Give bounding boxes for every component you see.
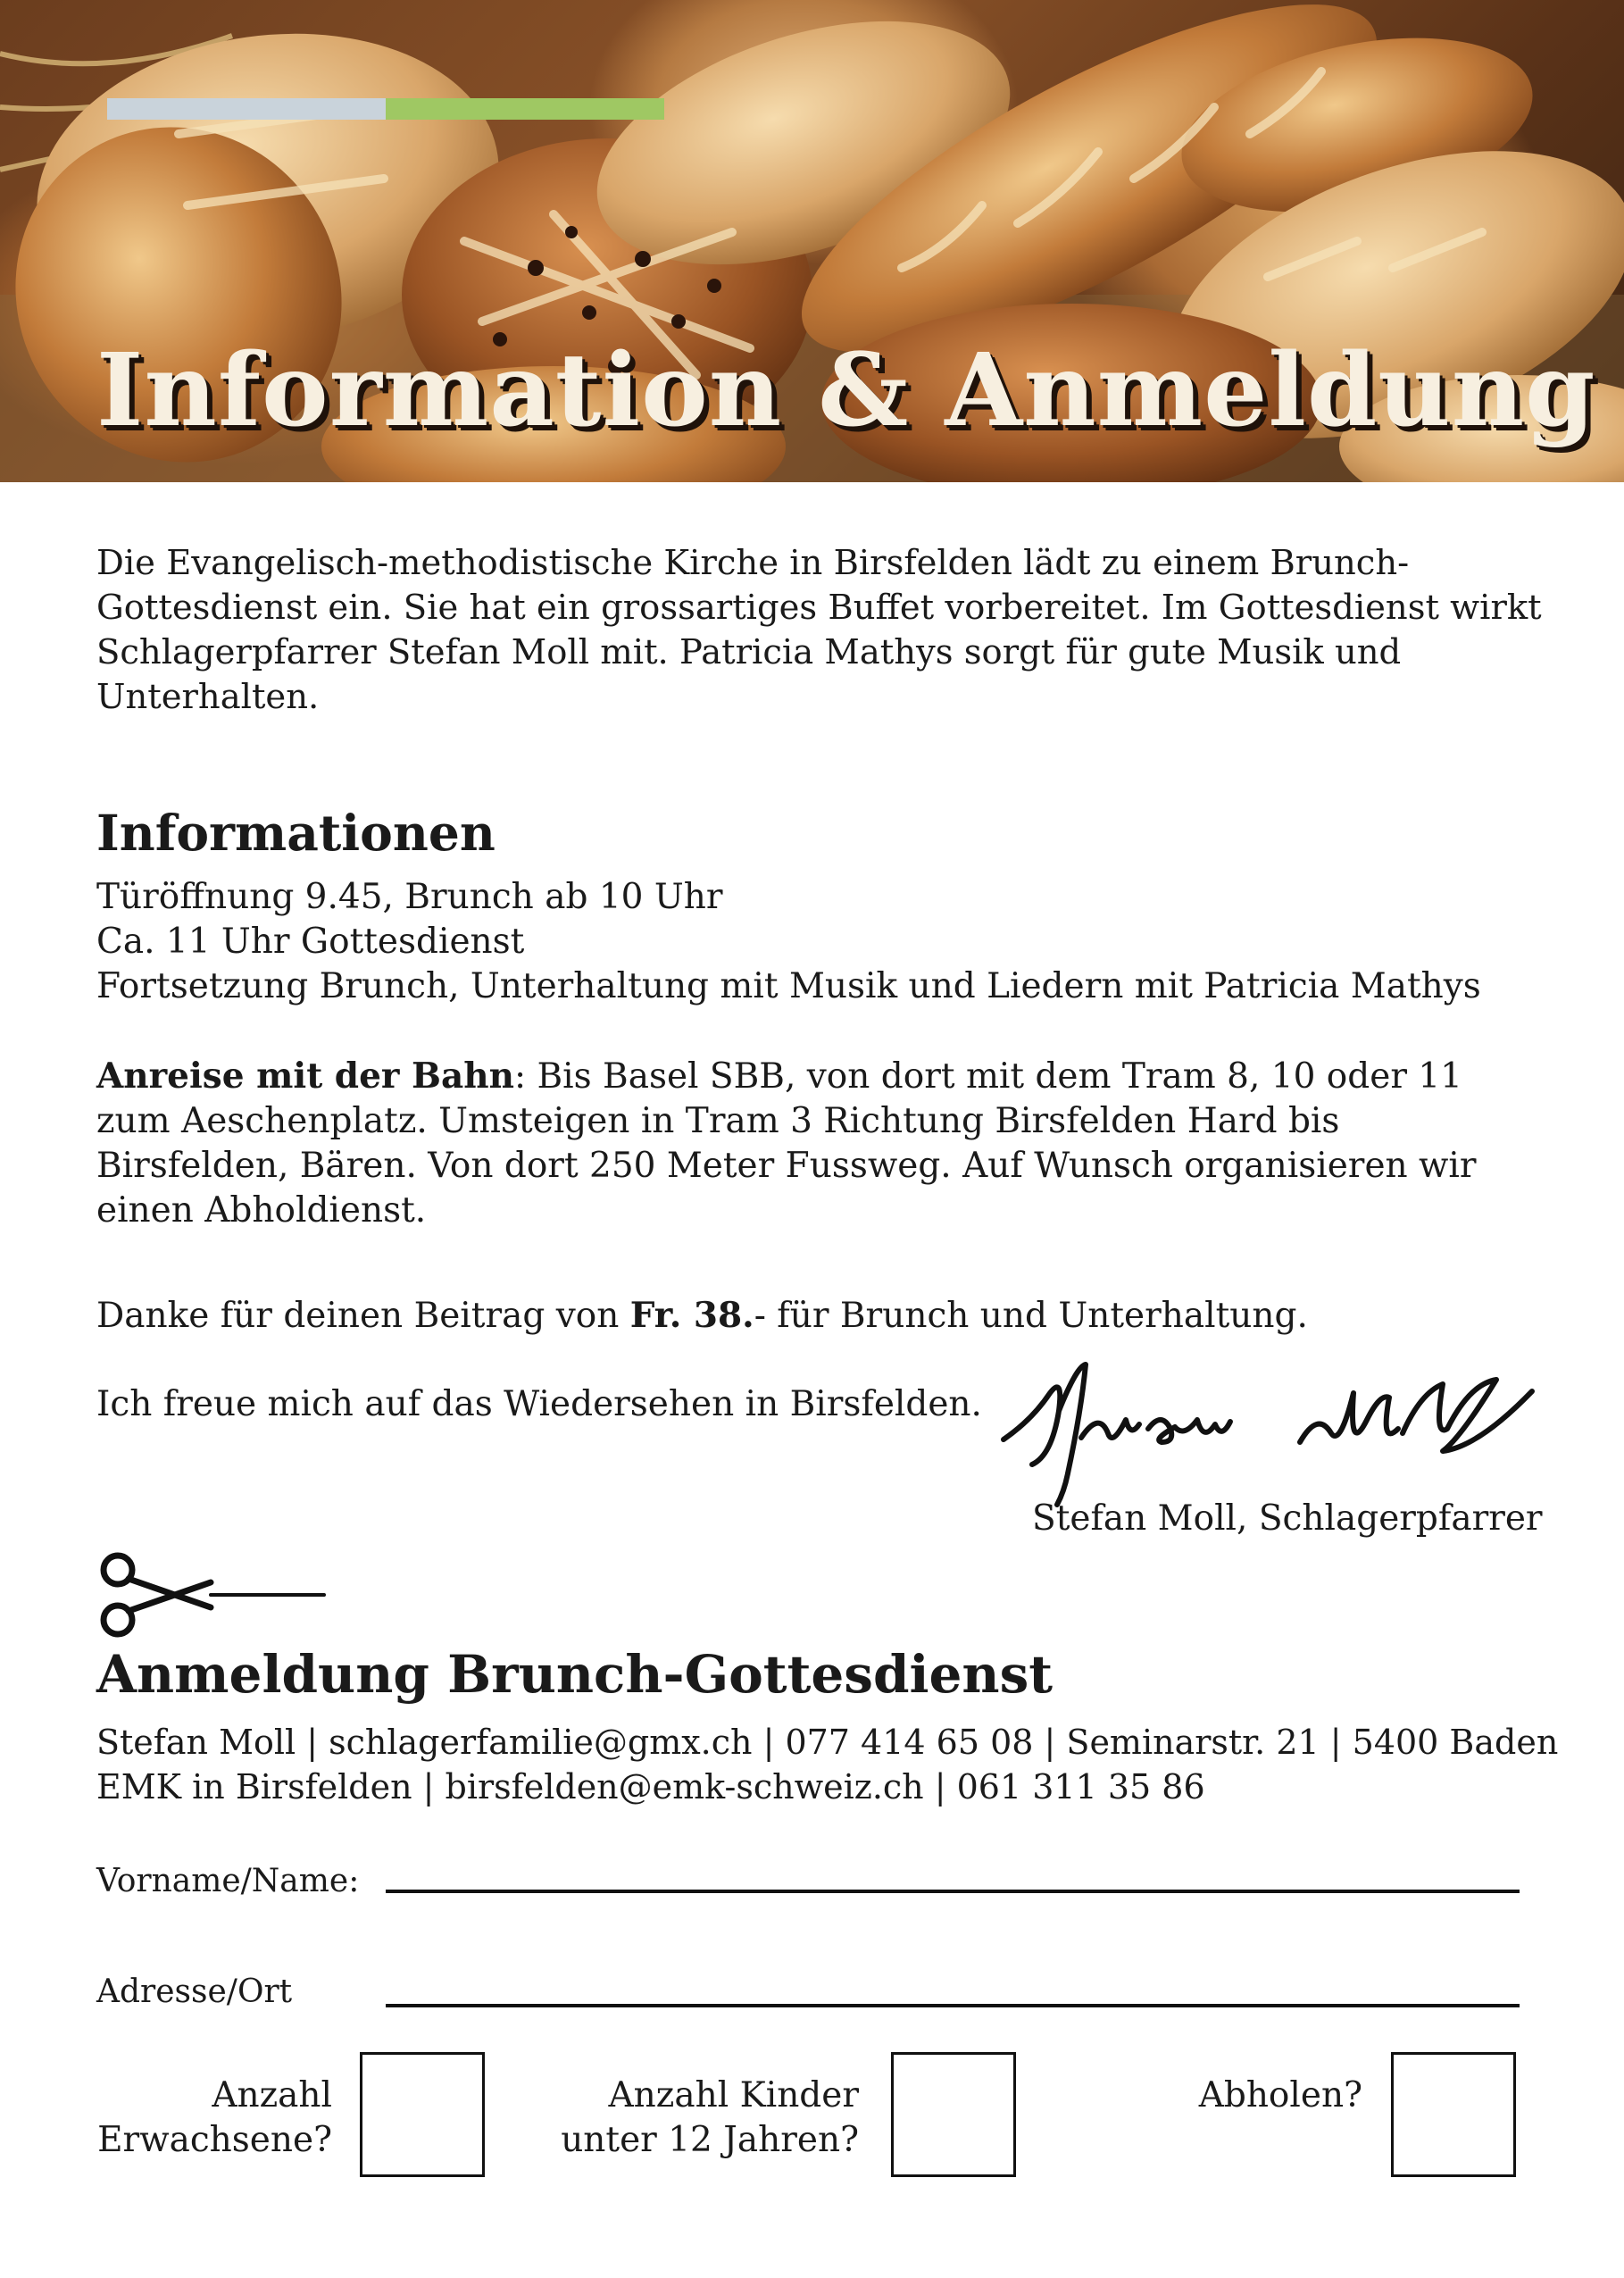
kids-count-box[interactable] <box>891 2052 1016 2177</box>
closing-line: Ich freue mich auf das Wiedersehen in Birsfelden. <box>96 1384 982 1424</box>
decorative-bar-green <box>386 98 664 120</box>
contribution-before: Danke für deinen Beitrag von <box>96 1296 630 1336</box>
contact-line-church: EMK in Birsfelden | birsfelden@emk-schweiz.ch | 061 311 35 86 <box>96 1767 1205 1807</box>
contribution-after: - für Brunch und Unterhaltung. <box>754 1296 1308 1336</box>
adults-count-box[interactable] <box>360 2052 485 2177</box>
information-list <box>96 875 1578 1009</box>
kids-count-label <box>536 2074 859 2163</box>
adults-label-line-2: Erwachsene? <box>97 2120 332 2160</box>
kids-label-line-2: unter 12 Jahren? <box>561 2120 859 2160</box>
name-field[interactable] <box>386 1890 1520 1893</box>
adults-label-line-1: Anzahl <box>212 2075 332 2115</box>
travel-label: Anreise mit der Bahn <box>96 1056 514 1097</box>
contribution-amount: Fr. 38. <box>629 1295 754 1336</box>
signer-name: Stefan Moll, Schlagerpfarrer <box>1032 1498 1543 1539</box>
page-title: Information & Anmeldung <box>96 332 1596 449</box>
info-line-service: Ca. 11 Uhr Gottesdienst <box>96 922 525 962</box>
intro-paragraph: Die Evangelisch-methodistische Kirche in Birsfelden lädt zu einem Brunch-Gottesdienst ein. Sie hat ein grossartiges Buffet vorbereitet. Im Gottesdienst wirkt Schlagerpfarrer Stefan Moll mit. Patricia Mathys sorgt für gute Musik und Unterhalten. <box>96 543 1542 717</box>
decorative-bar-grey <box>107 98 386 120</box>
pickup-checkbox[interactable] <box>1391 2052 1516 2177</box>
kids-label-line-1: Anzahl Kinder <box>608 2075 859 2115</box>
contact-info <box>96 1720 1596 1809</box>
travel-paragraph <box>96 1054 1543 1233</box>
address-field[interactable] <box>386 2004 1520 2007</box>
hero-bread-image <box>0 0 1624 482</box>
name-field-label: Vorname/Name: <box>96 1863 360 1899</box>
scissors-icon <box>96 1552 330 1638</box>
info-line-opening: Türöffnung 9.45, Brunch ab 10 Uhr <box>96 877 723 917</box>
pickup-label: Abholen? <box>1198 2075 1362 2115</box>
contribution-line <box>96 1293 1543 1339</box>
info-line-continuation: Fortsetzung Brunch, Unterhaltung mit Musik und Liedern mit Patricia Mathys <box>96 966 1481 1006</box>
contact-line-pastor: Stefan Moll | schlagerfamilie@gmx.ch | 077 414 65 08 | Seminarstr. 21 | 5400 Baden <box>96 1723 1559 1762</box>
information-heading: Informationen <box>96 804 496 862</box>
registration-heading: Anmeldung Brunch-Gottesdienst <box>96 1644 1054 1705</box>
signature-image <box>996 1357 1550 1509</box>
address-field-label: Adresse/Ort <box>96 1973 293 2010</box>
travel-text: : Bis Basel SBB, von dort mit dem Tram 8, 10 oder 11 zum Aeschenplatz. Umsteigen in Tram 3 Richtung Birsfelden Hard bis Birsfelden, Bären. Von dort 250 Meter Fussweg. Auf Wunsch organisieren wir einen Abholdienst. <box>96 1056 1477 1231</box>
adults-count-label <box>96 2074 332 2163</box>
